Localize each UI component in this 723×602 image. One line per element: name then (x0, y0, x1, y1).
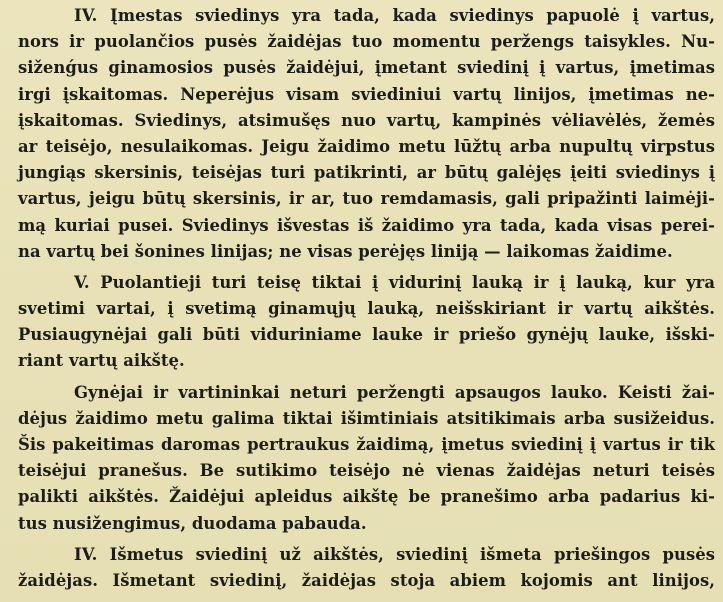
text-line: IV. Įmestas sviedinys yra tada, kada sviedinys papuolė į vartus, (74, 6, 715, 25)
text-line: vartus, jeigu būtų skersinis, ir ar, tuo remdamasis, gali pripažinti laimėji- (18, 189, 715, 209)
text-line: IV. Išmetus sviedinį už aikštės, sviedinį išmeta priešingos pusės (74, 544, 715, 564)
text-line: teisėjui pranešus. Be sutikimo teisėjo nė vienas žaidėjas neturi teisės (18, 461, 715, 481)
text-line: dėjus žaidimo metu galima tiktai išimtiniais atsitikimais arba susižeidus. (18, 408, 715, 428)
text-line: jungiąs skersinis, teisėjas turi patikrinti, ar būtų galėjęs įeiti sviedinys į (18, 163, 715, 183)
text-line: įskaitomas. Sviedinys, atsimušęs nuo vartų, kampinės vėliavėlės, žemės (18, 110, 715, 130)
text-line: mą kuriai pusei. Sviedinys išvestas iš žaidimo yra tada, kada visas perei- (18, 215, 715, 235)
text-line: V. Puolantieji turi teisę tiktai į vidurinį lauką ir į lauką, kur yra (74, 272, 715, 292)
paragraph-1 (18, 3, 715, 265)
text-line: nors ir puolančios pusės žaidėjas tuo momentu peržengs taisykles. Nu- (18, 32, 715, 52)
text-line: palikti aikštės. Žaidėjui apleidus aikštę be pranešimo arba padarius ki- (18, 487, 715, 507)
text-line: tus nusižengimus, duodama pabauda. (18, 513, 367, 533)
paragraph-3 (18, 380, 715, 537)
text-line: irgi įskaitomas. Neperėjus visam sviediniui vartų linijos, įmetimas ne- (18, 84, 715, 104)
text-line: Šis pakeitimas daromas pertraukus žaidimą, įmetus sviedinį į vartus ir tik (18, 435, 715, 454)
text-line: riant vartų aikštę. (18, 351, 185, 371)
text-line: Gynėjai ir vartininkai neturi peržengti apsaugos lauko. Keisti žai- (74, 382, 715, 402)
paragraph-2 (18, 270, 715, 375)
text-line: na vartų bei šonines linijas; ne visas perėjęs liniją — laikomas žaidime. (18, 241, 673, 261)
text-line: svetimi vartai, į svetimą ginamųjų lauką, neišskiriant ir vartų aikštės. (18, 299, 715, 319)
text-line: ar teisėjo, nesulaikomas. Jeigu žaidimo metu lūžtų arba nupultų virpstus (18, 136, 715, 156)
paragraph-4 (18, 542, 715, 594)
text-line: žaidėjas. Išmetant sviedinį, žaidėjas stoja abiem kojomis ant linijos, (18, 570, 715, 590)
text-line: siženǵus ginamosios pusės žaidėjui, įmetant sviedinį į vartus, įmetimas (18, 58, 715, 78)
text-line: Pusiaugynėjai gali būti viduriniame lauke ir priešo gynėjų lauke, išski- (18, 325, 715, 345)
